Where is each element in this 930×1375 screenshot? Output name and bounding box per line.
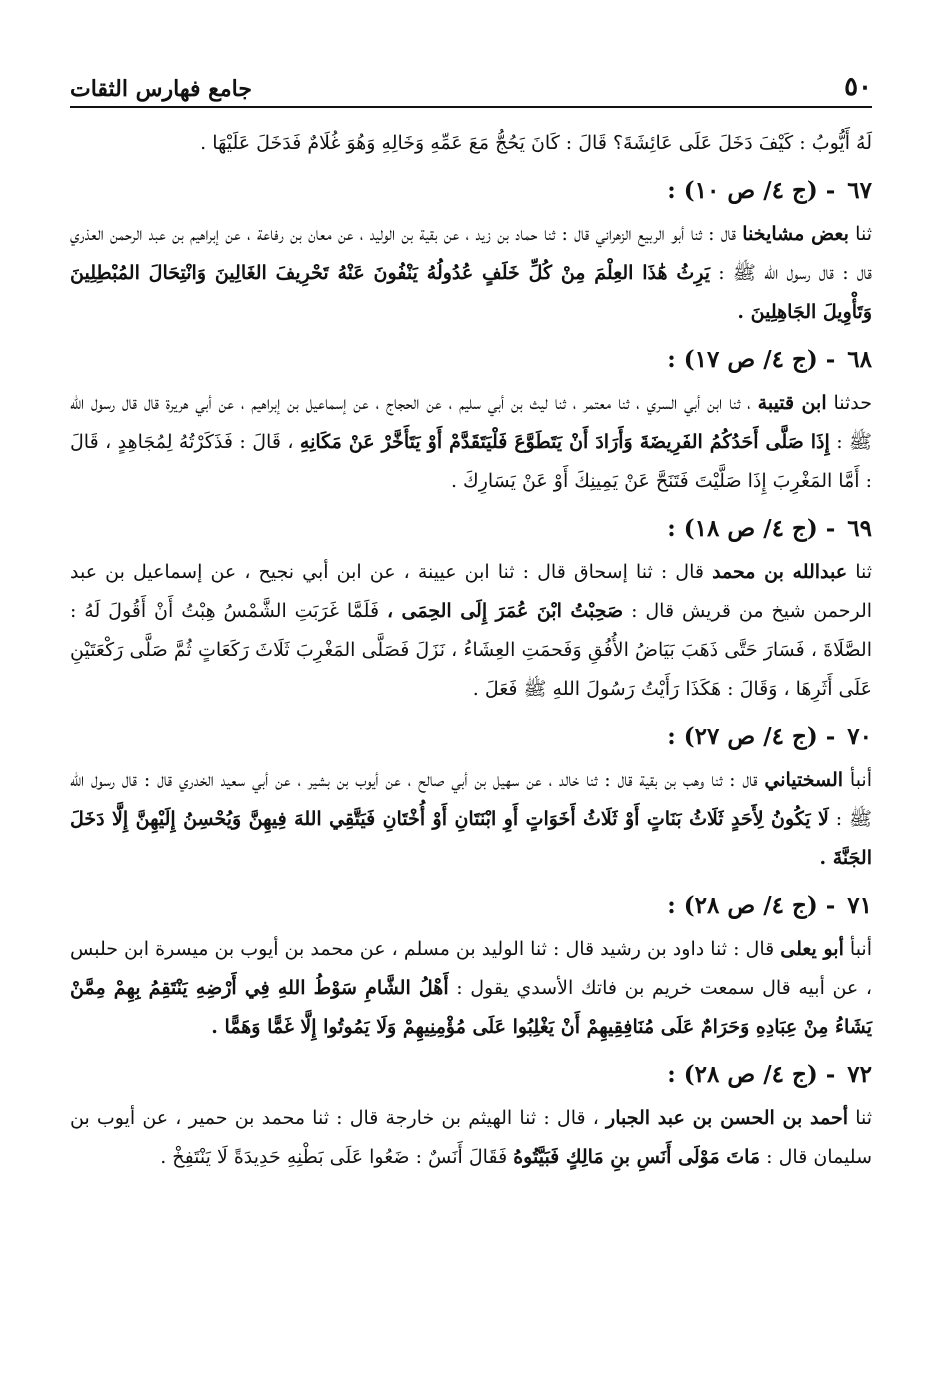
entry-chain: قال : ثنا أبو الربيع الزهراني قال : ثنا حماد بن زيد ، عن بقية بن الوليد ، عن معان بن رفاعة ، عن إبراهيم بن عبد الرحمن العذري قال : قال رسول الله ﷺ :: [70, 223, 872, 284]
entry-chain: قال : ثنا وهب بن بقية قال : ثنا خالد ، عن سهيل بن أبي صالح ، عن أيوب بن بشير ، عن أبي سعيد الخدري قال : قال رسول الله ﷺ :: [70, 769, 872, 830]
entry: [70, 886, 872, 1047]
entry-narrator: ابن قتيبة: [757, 392, 827, 414]
entry-lead: ثنا: [855, 1107, 872, 1129]
entry-narrator: أبو يعلى: [780, 938, 844, 960]
entry-matn: مَاتَ مَوْلَى أَنَسِ بنِ مَالِكٍ فَبَيَّتُوهُ: [513, 1146, 761, 1168]
entry-narrator: بعض مشايخنا: [742, 223, 849, 245]
entry-lead: ثنا: [855, 561, 872, 583]
entry-matn: لَا يَكُونُ لِأَحَدٍ ثَلَاثُ بَنَاتٍ أَوْ ثَلَاثُ أَخَوَاتٍ أَوِ ابْنَتَانِ أَوْ أُخْتَانِ فَيَتَّقِي اللهَ فِيهِنَّ وَيُحْسِنُ إِلَيْهِنَّ إِلَّا دَخَلَ الجَنَّةَ .: [70, 808, 872, 869]
entry: [70, 171, 872, 332]
entry-heading: ٧١ - (ج ٤/ ص ٢٨) :: [667, 892, 872, 919]
entry-narrator: السختياني: [764, 769, 844, 791]
entry-narrator: أحمد بن الحسن بن عبد الجبار: [606, 1107, 849, 1129]
entry-matn: أَهْلُ الشَّامِ سَوْطُ اللهِ فِي أَرْضِهِ يَنْتَقِمُ بِهِمْ مِمَّنْ يَشَاءُ مِنْ عِبَادِهِ وَحَرَامٌ عَلَى مُنَافِقِيهِمْ أَنْ يَغْلِبُوا عَلَى مُؤْمِنِيهِمْ وَلَا يَمُوتُوا إِلَّا غَمًّا وَهَمًّا .: [70, 977, 872, 1038]
entry-heading: ٦٨ - (ج ٤/ ص ١٧) :: [667, 346, 872, 373]
entry-number: ٦٩: [847, 515, 872, 542]
entry-lead: حدثنا: [833, 392, 872, 414]
entry-matn: يَرِثُ هَٰذَا العِلْمَ مِنْ كُلِّ خَلَفٍ عُدُولُهُ يَنْفُونَ عَنْهُ تَحْرِيفَ الغَالِينَ وَانْتِحَالَ المُبْطِلِينَ وَتَأْوِيلَ الجَاهِلِينَ .: [70, 262, 872, 323]
page-number: ٥٠: [844, 72, 872, 102]
entry-matn: صَحِبْتُ ابْنَ عُمَرَ إِلَى الحِمَى ،: [386, 600, 624, 622]
page-header: [70, 72, 872, 108]
entry-ref: (ج ٤/ ص ٢٨) :: [667, 1061, 818, 1088]
entry-ref: (ج ٤/ ص ١٨) :: [667, 515, 818, 542]
entry: [70, 1055, 872, 1177]
page-content: [70, 124, 872, 1177]
entry-heading: ٧٢ - (ج ٤/ ص ٢٨) :: [667, 1061, 872, 1088]
entry-text: [70, 384, 872, 501]
entry-ref: (ج ٤/ ص ١٧) :: [667, 346, 818, 373]
entry-text: [70, 761, 872, 878]
entry-number: ٦٨: [847, 346, 872, 373]
entry-lead: أنبأ: [849, 938, 872, 960]
entry-tail: فَلَمَّا غَرَبَتِ الشَّمْسُ هِبْتُ أَنْ أَقُولَ لَهُ : الصَّلَاةَ ، فَسَارَ حَتَّى ذَهَبَ بَيَاضُ الأُفُقِ وَفَحمَتِ العِشَاءُ ، نَزَلَ فَصَلَّى المَغْرِبَ ثَلَاثَ رَكَعَاتٍ ثُمَّ صَلَّى رَكْعَتَيْنِ عَلَى أَثَرِهَا ، وَقَالَ : هَكَذَا رَأَيْتُ رَسُولَ اللهِ ﷺ فَعَلَ .: [70, 600, 872, 700]
page: [70, 72, 872, 1177]
intro-paragraph: لَهُ أَيُّوبُ : كَيْفَ دَخَلَ عَلَى عَائِشَةَ؟ قَالَ : كَانَ يَحُجُّ مَعَ عَمِّهِ وَخَالِهِ وَهُوَ غُلَامٌ فَدَخَلَ عَلَيْهَا .: [200, 132, 872, 154]
entry-lead: ثنا: [855, 223, 872, 245]
entry: [70, 340, 872, 501]
entry-text: [70, 1099, 872, 1177]
entry-matn: إِذَا صَلَّى أَحَدُكُمُ الفَرِيضَةَ وَأَرَادَ أَنْ يَتَطَوَّعَ فَلْيَتَقَدَّمْ أَوْ يَتَأَخَّرْ عَنْ مَكَانِهِ: [299, 431, 830, 453]
entry-number: ٧١: [847, 892, 872, 919]
entry-chain: ، قال : ثنا الهيثم بن خارجة قال : ثنا محمد بن حمير ، عن أيوب بن سليمان قال :: [70, 1107, 872, 1168]
entry-lead: أنبأ: [849, 769, 872, 791]
entry-number: ٧٠: [847, 723, 872, 750]
entry-narrator: عبدالله بن محمد: [712, 561, 848, 583]
entry-heading: ٧٠ - (ج ٤/ ص ٢٧) :: [667, 723, 872, 750]
running-title: جامع فهارس الثقات: [70, 76, 252, 102]
entry-ref: (ج ٤/ ص ٢٧) :: [667, 723, 818, 750]
entry: [70, 509, 872, 709]
entry-text: [70, 553, 872, 709]
entry-chain: قال : ثنا داود بن رشيد قال : ثنا الوليد بن مسلم ، عن محمد بن أيوب بن ميسرة ابن حلبس ، عن أبيه قال سمعت خريم بن فاتك الأسدي يقول :: [70, 938, 872, 999]
entry-chain: ، ثنا ابن أبي السري ، ثنا معتمر ، ثنا ليث بن أبي سليم ، عن الحجاج ، عن إسماعيل بن إبراهيم ، عن أبي هريرة قال قال رسول الله ﷺ :: [70, 392, 872, 453]
entry-text: [70, 215, 872, 332]
entry-tail: ، قَالَ : فَذَكَرْتُهُ لِمُجَاهِدٍ ، قَالَ : أَمَّا المَغْرِبَ إِذَا صَلَّيْتَ فَتَنَحَّ عَنْ يَمِينِكَ أَوْ عَنْ يَسَارِكَ .: [70, 431, 872, 492]
entry-heading: ٦٧ - (ج ٤/ ص ١٠) :: [667, 177, 872, 204]
entry-ref: (ج ٤/ ص ٢٨) :: [667, 892, 818, 919]
entry-chain: قال : ثنا إسحاق قال : ثنا ابن عيينة ، عن ابن أبي نجيح ، عن إسماعيل بن عبد الرحمن شيخ من قريش قال :: [70, 561, 873, 622]
entry-number: ٧٢: [847, 1061, 872, 1088]
entry-heading: ٦٩ - (ج ٤/ ص ١٨) :: [667, 515, 872, 542]
entry-number: ٦٧: [847, 177, 872, 204]
entry: [70, 717, 872, 878]
entry-ref: (ج ٤/ ص ١٠) :: [667, 177, 818, 204]
entry-text: [70, 930, 872, 1047]
entry-tail: فَقَالَ أَنَسٌ : ضَعُوا عَلَى بَطْنِهِ حَدِيدَةً لَا يَنْتَفِخْ .: [160, 1146, 508, 1168]
